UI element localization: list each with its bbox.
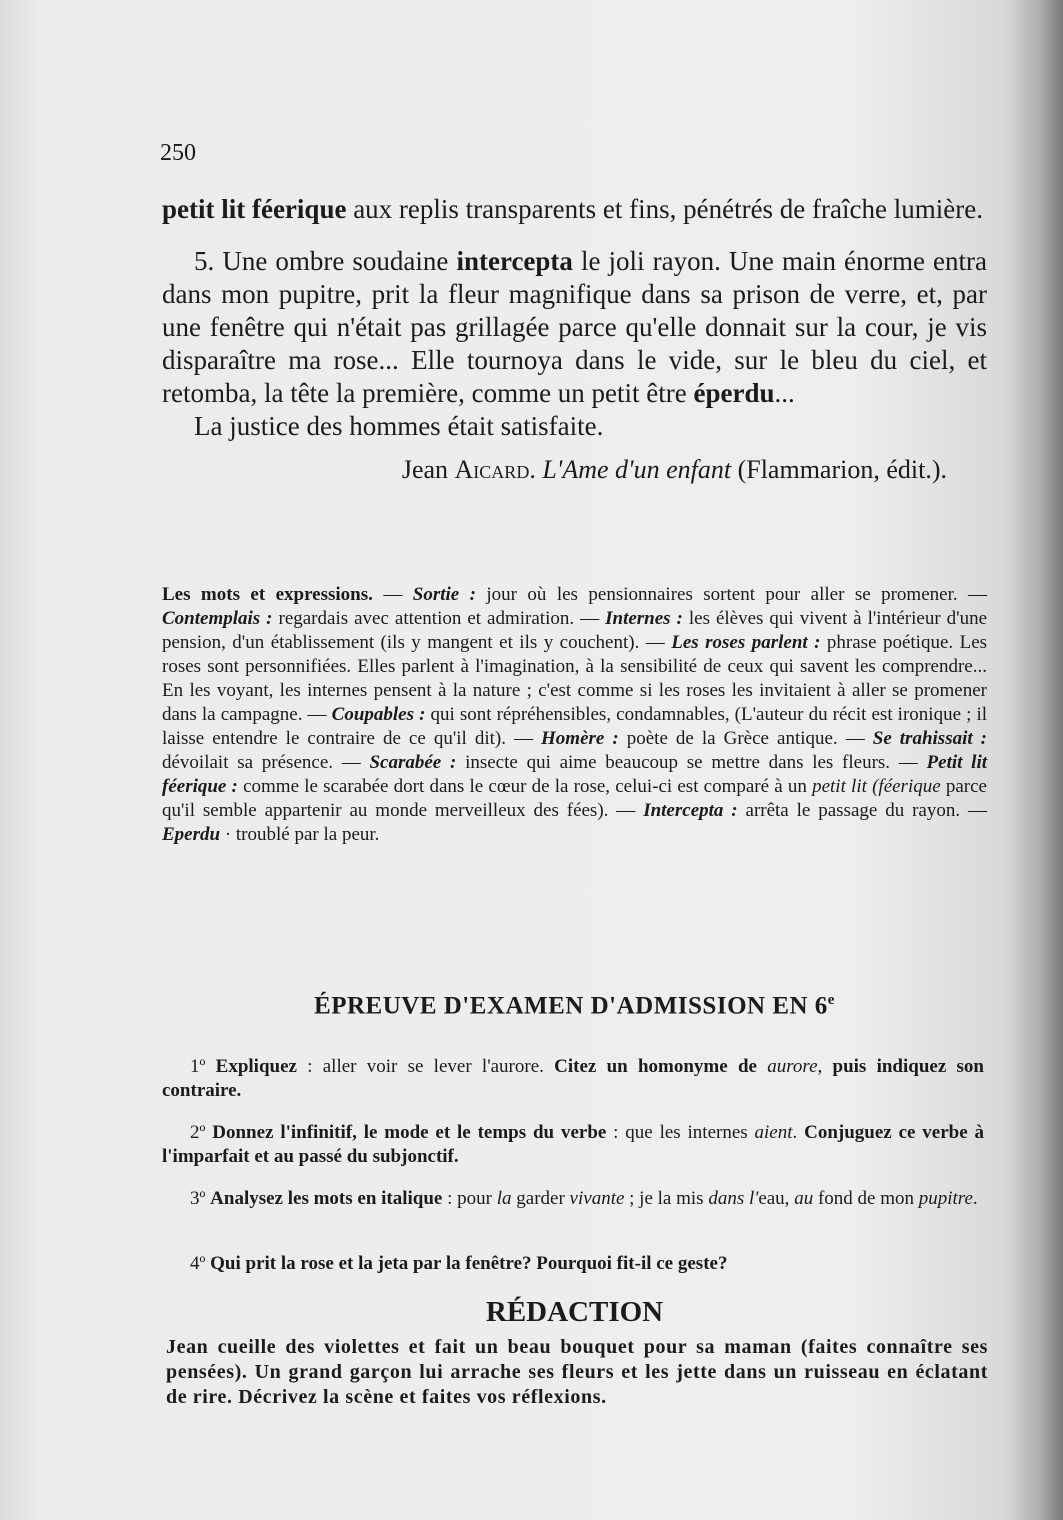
page-binding-shadow [1003,0,1063,1520]
exam-question-1: 1º Expliquez : aller voir se lever l'aurore. Citez un homonyme de aurore, puis indiquez son contraire. [162,1056,984,1101]
vocabulary-notes: Les mots et expressions. — Sortie : jour où les pensionnaires sortent pour aller se promener. — Contemplais : regardais avec attention et admiration. — Internes : les élèves qui vivent à l'intérieur d'une pension, d'un établissement (ils y mangent et ils y couchent). — Les roses parlent : phrase poétique. Les roses sont personnifiées. Elles parlent à l'imagination, à la sensibilité de ceux qui savent les comprendre... En les voyant, les internes pensent à la nature ; c'est comme si les roses les invitaient à aller se promener dans la campagne. — Coupables : qui sont répréhensibles, condamnables, (L'auteur du récit est ironique ; il laisse entendre le contraire de ce qu'il dit). — Homère : poète de la Grèce antique. — Se trahissait : dévoilait sa présence. — Scarabée : insecte qui aime beaucoup se mettre dans les fleurs. — Petit lit féerique : comme le scarabée dort dans le cœur de la rose, celui-ci est comparé à un petit lit (féerique parce qu'il semble appartenir au monde merveilleux des fées). — Intercepta : arrêta le passage du rayon. — Eperdu · troublé par la peur. [162,584,988,845]
passage-paragraph-1: petit lit féerique aux replis transparents et fins, pénétrés de fraîche lumière. [162,194,983,224]
redaction-body: Jean cueille des violettes et fait un beau bouquet pour sa maman (faites connaître ses pensées). Un grand garçon lui arrache ses fleurs et les jette dans un ruisseau en éclatant de rire. Décrivez la scène et faites vos réflexions. [166,1336,988,1408]
exam-question-3: 3º Analysez les mots en italique : pour la garder vivante ; je la mis dans l'eau, au fond de mon pupitre. [190,1188,978,1209]
bold-term: petit lit féerique [162,194,347,224]
page-number: 250 [160,140,196,166]
bold-term: intercepta [456,246,573,276]
passage-paragraph-3: La justice des hommes était satisfaite. [194,411,604,441]
notes-heading: Les mots et expressions. [162,584,373,605]
redaction-heading: RÉDACTION [485,1296,664,1328]
exam-heading: ÉPREUVE D'EXAMEN D'ADMISSION EN 6e [314,992,835,1020]
passage-paragraph-2: 5. Une ombre soudaine intercepta le joli rayon. Une main énorme entra dans mon pupitre, prit la fleur magnifique dans sa prison de verre, et, par une fenêtre qui n'était pas grillagée parce qu'elle donnait sur la cour, je vis disparaître ma rose... Elle tournoya dans le vide, sur le bleu du ciel, et retomba, la tête la première, comme un petit être éperdu... [162,246,987,408]
bold-term: éperdu [693,378,775,408]
passage-source: Jean Aicard. L'Ame d'un enfant (Flammarion, édit.). [401,455,947,484]
exam-question-2: 2º Donnez l'infinitif, le mode et le temps du verbe : que les internes aient. Conjuguez ce verbe à l'imparfait et au passé du subjonctif. [162,1122,984,1167]
passage [162,193,987,485]
exam-question-4: 4º Qui prit la rose et la jeta par la fenêtre? Pourquoi fit-il ce geste? [190,1253,728,1274]
